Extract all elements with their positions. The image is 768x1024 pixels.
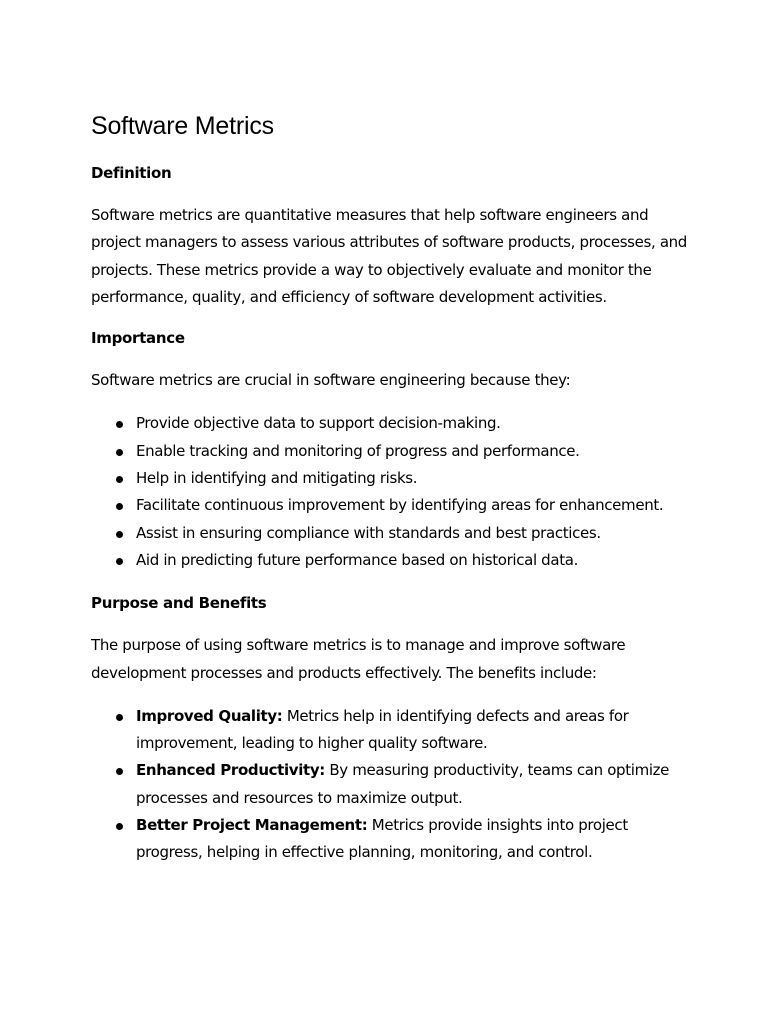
benefit-text: Metrics help in identifying defects and areas for improvement, leading to higher quality software.: [136, 706, 629, 753]
benefit-label: Enhanced Productivity:: [136, 761, 325, 780]
list-item: [91, 438, 691, 465]
list-item: [91, 757, 691, 812]
bullet-icon: [116, 449, 123, 456]
list-item: [91, 465, 691, 492]
definition-paragraph: Software metrics are quantitative measures that help software engineers and project managers to assess various attributes of software products, processes, and projects. These metrics provide a way to objectively evaluate and monitor the performance, quality, and efficiency of software development activities.: [91, 206, 687, 306]
document-title: Software Metrics: [91, 112, 274, 140]
list-item: [91, 520, 691, 547]
list-item: [91, 703, 691, 758]
list-item-text: Aid in predicting future performance based on historical data.: [136, 550, 578, 569]
bullet-icon: [116, 768, 123, 775]
list-item: [91, 547, 691, 574]
list-item: [91, 812, 691, 867]
importance-heading: Importance: [91, 329, 185, 348]
list-item-text: Assist in ensuring compliance with standards and best practices.: [136, 523, 601, 542]
benefit-text: By measuring productivity, teams can optimize processes and resources to maximize output.: [136, 761, 670, 807]
list-item: [91, 492, 691, 519]
definition-heading: Definition: [91, 164, 172, 182]
benefit-label: Better Project Management:: [136, 816, 368, 835]
bullet-icon: [116, 714, 123, 721]
list-item-text: Enable tracking and monitoring of progress and performance.: [136, 441, 580, 460]
benefits-list: [91, 703, 691, 867]
list-item-text: Help in identifying and mitigating risks.: [136, 469, 418, 488]
bullet-icon: [116, 503, 123, 510]
benefit-text: Metrics provide insights into project progress, helping in effective planning, monitoring, and control.: [136, 816, 628, 862]
purpose-intro: The purpose of using software metrics is to manage and improve software development processes and products effectively. The benefits include:: [91, 636, 626, 682]
list-item-text: Provide objective data to support decision-making.: [136, 414, 501, 433]
importance-list: [91, 410, 691, 574]
importance-intro: Software metrics are crucial in software engineering because they:: [91, 371, 571, 390]
benefit-label: Improved Quality:: [136, 706, 283, 725]
bullet-icon: [116, 823, 123, 830]
list-item: [91, 410, 691, 437]
purpose-heading: Purpose and Benefits: [91, 594, 267, 613]
bullet-icon: [116, 421, 123, 428]
bullet-icon: [116, 531, 123, 538]
list-item-text: Facilitate continuous improvement by identifying areas for enhancement.: [136, 496, 664, 515]
document-page: [91, 111, 691, 867]
bullet-icon: [116, 476, 123, 483]
bullet-icon: [116, 558, 123, 565]
